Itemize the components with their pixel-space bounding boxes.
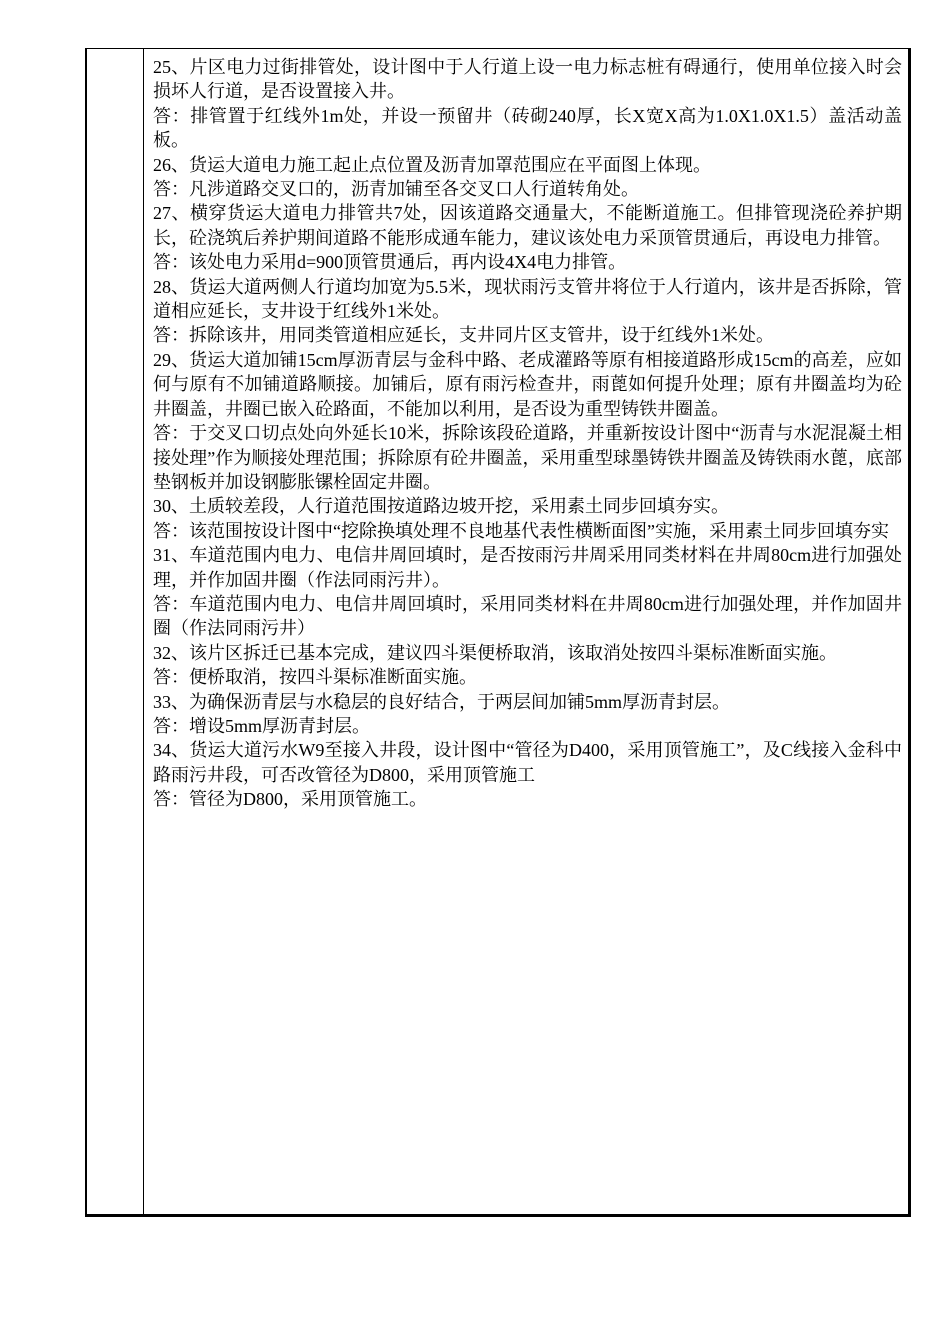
question-29: 29、货运大道加铺15cm厚沥青层与金科中路、老成灌路等原有相接道路形成15cm的高差，应如何与原有不加铺道路顺接。加铺后，原有雨污检查井，雨蓖如何提升处理；原有井圈盖均为砼井圈盖，井圈已嵌入砼路面，不能加以利用，是否设为重型铸铁井圈盖。 bbox=[153, 349, 902, 419]
document-table bbox=[85, 48, 911, 1217]
question-34: 34、货运大道污水W9至接入井段，设计图中“管径为D400，采用顶管施工”，及C线接入金科中路雨污井段，可否改管径为D800，采用顶管施工 bbox=[153, 740, 902, 785]
question-31: 31、车道范围内电力、电信井周回填时，是否按雨污井周采用同类材料在井周80cm进行加强处理，并作加固井圈（作法同雨污井）。 bbox=[153, 545, 902, 590]
question-32: 32、该片区拆迁已基本完成，建议四斗渠便桥取消，该取消处按四斗渠标准断面实施。 bbox=[153, 642, 837, 663]
question-26: 26、货运大道电力施工起止点位置及沥青加罩范围应在平面图上体现。 bbox=[153, 154, 711, 175]
question-28: 28、货运大道两侧人行道均加宽为5.5米，现状雨污支管井将位于人行道内，该井是否拆除，管道相应延长，支井设于红线外1米处。 bbox=[153, 276, 902, 322]
qa-content bbox=[153, 55, 902, 812]
answer-31: 答：车道范围内电力、电信井周回填时，采用同类材料在井周80cm进行加强处理，并作加固井圈（作法同雨污井） bbox=[153, 593, 902, 639]
answer-34: 答：管径为D800，采用顶管施工。 bbox=[153, 789, 427, 810]
question-27: 27、横穿货运大道电力排管共7处，因该道路交通量大，不能断道施工。但排管现浇砼养护期长，砼浇筑后养护期间道路不能形成通车能力，建议该处电力采顶管贯通后，再设电力排管。 bbox=[153, 203, 902, 248]
answer-33: 答：增设5mm厚沥青封层。 bbox=[153, 715, 371, 736]
answer-28: 答：拆除该井，用同类管道相应延长，支井同片区支管井，设于红线外1米处。 bbox=[153, 325, 774, 346]
answer-27: 答：该处电力采用d=900顶管贯通后，再内设4X4电力排管。 bbox=[153, 252, 627, 273]
answer-26: 答：凡涉道路交叉口的，沥青加铺至各交叉口人行道转角处。 bbox=[153, 179, 639, 200]
answer-25: 答：排管置于红线外1m处，并设一预留井（砖砌240厚，长X宽X高为1.0X1.0X1.5）盖活动盖板。 bbox=[153, 105, 902, 151]
answer-29: 答：于交叉口切点处向外延长10米，拆除该段砼道路，并重新按设计图中“沥青与水泥混凝土相接处理”作为顺接处理范围；拆除原有砼井圈盖，采用重型球墨铸铁井圈盖及铸铁雨水蓖，底部垫钢板并加设钢膨胀镙栓固定井圈。 bbox=[153, 423, 902, 492]
column-divider bbox=[143, 49, 144, 1214]
answer-30: 答：该范围按设计图中“挖除换填处理不良地基代表性横断面图”实施，采用素土同步回填夯实 bbox=[153, 520, 889, 541]
question-30: 30、土质较差段，人行道范围按道路边坡开挖，采用素土同步回填夯实。 bbox=[153, 496, 729, 517]
answer-32: 答：便桥取消，按四斗渠标准断面实施。 bbox=[153, 667, 477, 688]
question-25: 25、片区电力过街排管处，设计图中于人行道上设一电力标志桩有碍通行，使用单位接入时会损坏人行道，是否设置接入井。 bbox=[153, 57, 902, 102]
question-33: 33、为确保沥青层与水稳层的良好结合，于两层间加铺5mm厚沥青封层。 bbox=[153, 691, 730, 712]
